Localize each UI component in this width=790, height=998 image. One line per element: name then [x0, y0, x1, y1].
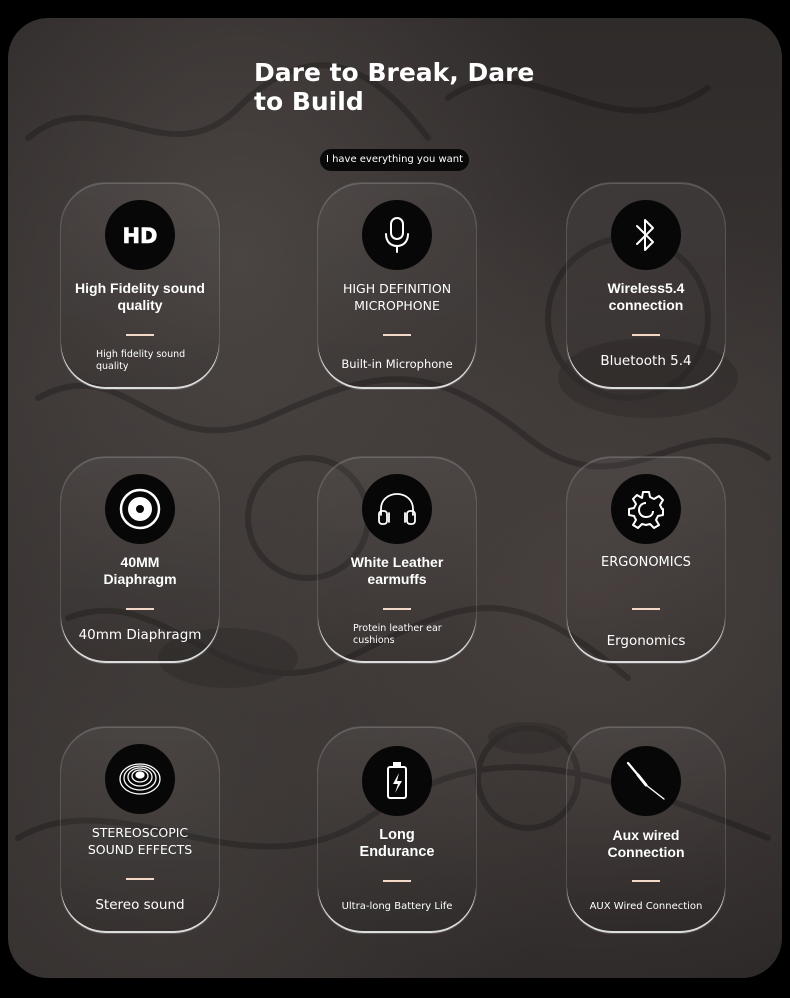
svg-text:HD: HD: [122, 224, 158, 247]
feature-title: White Leather earmuffs: [350, 554, 444, 587]
accent-divider: [126, 608, 154, 610]
microphone-icon: [362, 200, 432, 270]
feature-card-wireless: [566, 182, 726, 390]
aux-cable-icon: [611, 746, 681, 816]
bluetooth-icon: [611, 200, 681, 270]
feature-desc: Ultra-long Battery Life: [341, 901, 453, 912]
feature-desc: 40mm Diaphragm: [78, 627, 202, 643]
feature-desc: Protein leather ear cushions: [353, 623, 442, 646]
feature-title: ERGONOMICS: [601, 555, 691, 570]
accent-divider: [126, 334, 154, 336]
accent-divider: [383, 608, 411, 610]
feature-panel: [8, 18, 782, 978]
feature-desc: Built-in Microphone: [341, 357, 453, 371]
accent-divider: [632, 334, 660, 336]
feature-title: High Fidelity sound quality: [75, 280, 205, 313]
feature-card-endurance: [317, 726, 477, 934]
feature-desc: Stereo sound: [95, 897, 185, 913]
page-title: Dare to Break, Dare to Build: [254, 58, 535, 116]
feature-desc: AUX Wired Connection: [589, 901, 703, 912]
diaphragm-icon: [105, 474, 175, 544]
gear-icon: [611, 474, 681, 544]
feature-desc: Bluetooth 5.4: [600, 353, 692, 369]
feature-card-hifi: [60, 182, 220, 390]
feature-title: Wireless5.4 connection: [607, 280, 685, 313]
feature-card-ergonomics: [566, 456, 726, 664]
accent-divider: [632, 880, 660, 882]
feature-desc: High fidelity sound quality: [96, 349, 186, 372]
feature-card-microphone: [317, 182, 477, 390]
feature-card-diaphragm: [60, 456, 220, 664]
feature-desc: Ergonomics: [606, 633, 686, 649]
feature-card-stereo: [60, 726, 220, 934]
feature-title: Aux wired Connection: [607, 827, 685, 860]
accent-divider: [632, 608, 660, 610]
accent-divider: [383, 334, 411, 336]
accent-divider: [383, 880, 411, 882]
feature-title: 40MM Diaphragm: [103, 554, 177, 587]
hd-icon: [105, 200, 175, 270]
feature-card-earmuffs: [317, 456, 477, 664]
headphones-icon: [362, 474, 432, 544]
sound-rings-icon: [105, 744, 175, 814]
feature-title: HIGH DEFINITION MICROPHONE: [342, 281, 452, 313]
feature-title: STEREOSCOPIC SOUND EFFECTS: [87, 825, 193, 857]
feature-card-aux: [566, 726, 726, 934]
battery-icon: [362, 746, 432, 816]
feature-title: Long Endurance: [359, 827, 435, 860]
tagline-badge: I have everything you want: [320, 149, 469, 171]
accent-divider: [126, 878, 154, 880]
